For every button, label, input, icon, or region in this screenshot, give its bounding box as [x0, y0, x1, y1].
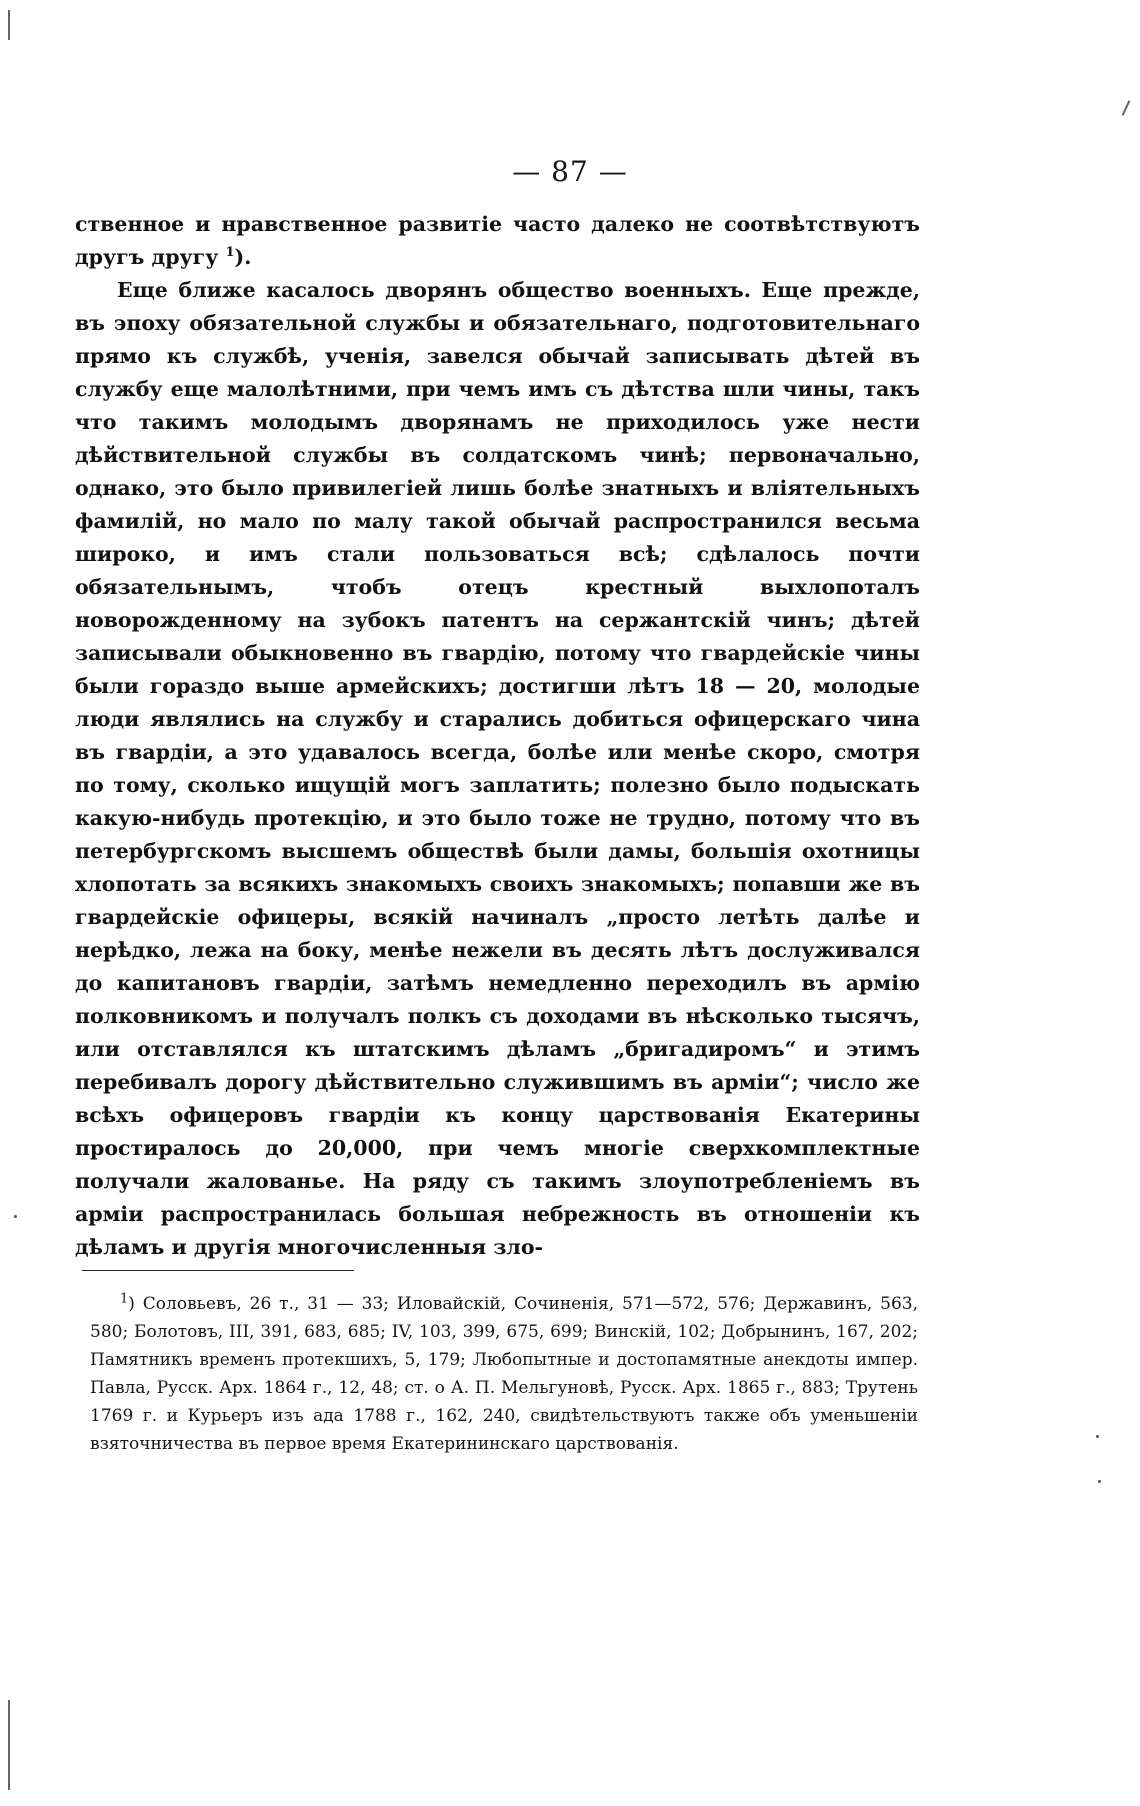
right-margin-dot-1 [1096, 1435, 1099, 1438]
paragraph-1-text: ственное и нравственное развитіе часто далеко не соотвѣтствуютъ другъ другу [75, 212, 920, 269]
footnote-1 [90, 1290, 918, 1458]
left-margin-mark-bottom [8, 1700, 10, 1790]
left-margin-mark-top [8, 10, 10, 40]
footnote-1-text: ) Соловьевъ, 26 т., 31 — 33; Иловайскій, Сочиненія, 571—572, 576; Державинъ, 563, 580; Болотовъ, III, 391, 683, 685; IV, 103, 399, 675, 699; Винскій, 102; Добрынинъ, 167, 202; Памятникъ временъ протекшихъ, 5, 179; Любопытные и достопамятные анекдоты импер. Павла, Русск. Арх. 1864 г., 12, 48; ст. о А. П. Мельгуновѣ, Русск. Арх. 1865 г., 883; Трутень 1769 г. и Курьеръ изъ ада 1788 г., 162, 240, свидѣтельствуютъ также объ уменьшеніи взяточничества въ первое время Екатерининскаго царствованія. [90, 1294, 918, 1454]
main-text [75, 208, 920, 1264]
right-margin-mark [1122, 100, 1130, 115]
footnote-divider [82, 1270, 354, 1271]
footnotes [90, 1290, 918, 1458]
footnote-1-marker: 1 [120, 1291, 129, 1307]
paragraph-1-end: ). [234, 245, 252, 269]
paragraph-1 [75, 208, 920, 274]
page-number: — 87 — [512, 155, 628, 188]
footnote-reference: 1 [225, 245, 235, 261]
right-margin-dot-2 [1098, 1480, 1101, 1483]
left-margin-dot [14, 1215, 17, 1218]
paragraph-2: Еще ближе касалось дворянъ общество военныхъ. Еще прежде, въ эпоху обязательной службы и обязательнаго, подготовительнаго прямо къ службѣ, ученія, завелся обычай записывать дѣтей въ службу еще малолѣтними, при чемъ имъ съ дѣтства шли чины, такъ что такимъ молодымъ дворянамъ не приходилось уже нести дѣйствительной службы въ солдатскомъ чинѣ; первоначально, однако, это было привилегіей лишь болѣе знатныхъ и вліятельныхъ фамилій, но мало по малу такой обычай распространился весьма широко, и имъ стали пользоваться всѣ; сдѣлалось почти обязательнымъ, чтобъ отецъ крестный выхлопоталъ новорожденному на зубокъ патентъ на сержантскій чинъ; дѣтей записывали обыкновенно въ гвардію, потому что гвардейскіе чины были гораздо выше армейскихъ; достигши лѣтъ 18 — 20, молодые люди являлись на службу и старались добиться офицерскаго чина въ гвардіи, а это удавалось всегда, болѣе или менѣе скоро, смотря по тому, сколько ищущій могъ заплатить; полезно было подыскать какую-нибудь протекцію, и это было тоже не трудно, потому что въ петербургскомъ высшемъ обществѣ были дамы, большія охотницы хлопотать за всякихъ знакомыхъ своихъ знакомыхъ; попавши же въ гвардейскіе офицеры, всякій начиналъ „просто летѣть далѣе и нерѣдко, лежа на боку, менѣе нежели въ десять лѣтъ дослуживался до капитановъ гвардіи, затѣмъ немедленно переходилъ въ армію полковникомъ и получалъ полкъ съ доходами въ нѣсколько тысячъ, или отставлялся къ штатскимъ дѣламъ „бригадиромъ“ и этимъ перебивалъ дорогу дѣйствительно служившимъ въ арміи“; число же всѣхъ офицеровъ гвардіи къ концу царствованія Екатерины простиралось до 20,000, при чемъ многіе сверхкомплектные получали жалованье. На ряду съ такимъ злоупотребленіемъ въ арміи распространилась большая небрежность въ отношеніи къ дѣламъ и другія многочисленныя зло- [75, 278, 920, 1259]
